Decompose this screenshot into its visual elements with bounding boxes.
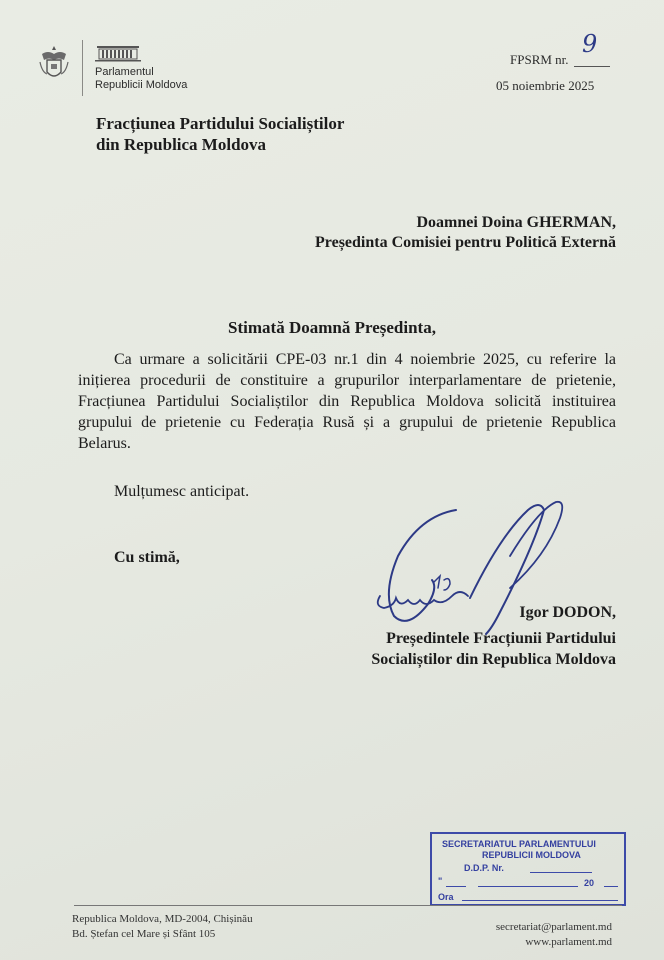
signatory-title (371, 628, 616, 670)
stamp-month-field (478, 886, 578, 887)
recipient-line2: Președinta Comisiei pentru Politică Externă (315, 234, 616, 251)
stamp-time-field (462, 900, 618, 901)
thanks-line: Mulțumesc anticipat. (114, 483, 250, 500)
sender-line1: Fracțiunea Partidului Socialiștilor (96, 114, 345, 133)
registration-line (574, 66, 610, 67)
stamp-year-field (604, 886, 618, 887)
footer-contact (496, 920, 612, 950)
recipient-block (315, 213, 616, 253)
stamp-line1: SECRETARIATUL PARLAMENTULUI (442, 839, 596, 849)
footer-email: secretariat@parlament.md (495, 921, 612, 933)
sender-line2: din Republica Moldova (96, 135, 267, 154)
institution-line2: Republicii Moldova (95, 79, 188, 91)
salutation: Stimată Doamnă Președinta, (228, 318, 436, 337)
parliament-building-icon (95, 42, 141, 62)
institution-name (95, 66, 187, 92)
registration-number-handwritten: 9 (582, 30, 598, 58)
stamp-year-prefix: 20 (584, 878, 595, 888)
stamp-line5: Ora (438, 892, 454, 902)
coat-of-arms-icon (38, 44, 70, 84)
sender-block (96, 113, 344, 155)
closing-line: Cu stimă, (114, 549, 180, 566)
registration-stamp (430, 832, 626, 906)
stamp-date-open-quote: " (438, 876, 443, 886)
footer-address (72, 912, 253, 942)
stamp-line3: D.D.P. Nr. (464, 863, 504, 873)
address-line1: Republica Moldova, MD-2004, Chișinău (72, 913, 253, 925)
signatory-title-line2: Socialiștilor din Republica Moldova (371, 651, 616, 668)
stamp-day-field (446, 886, 466, 887)
address-line2: Bd. Ștefan cel Mare și Sfânt 105 (72, 928, 216, 940)
registration-prefix: FPSRM nr. (510, 52, 569, 67)
footer-rule (74, 905, 622, 906)
signatory-title-line1: Președintele Fracțiunii Partidului (386, 630, 616, 647)
recipient-line1: Doamnei Doina GHERMAN, (416, 214, 616, 231)
header-divider (82, 40, 83, 96)
letter-body: Ca urmare a solicitării CPE-03 nr.1 din 4 noiembrie 2025, cu referire la inițierea procedurii de constituire a grupurilor interparlamentare de prietenie, Fracțiunea Partidului Socialiștilor din Republica Moldova solicită instituirea grupului de prietenie cu Federația Rusă și a grupului de prietenie Republica Belarus. (78, 351, 616, 452)
stamp-line2: REPUBLICII MOLDOVA (482, 850, 581, 860)
institution-line1: Parlamentul (95, 66, 154, 78)
footer-website: www.parlament.md (525, 936, 612, 948)
stamp-number-field (530, 872, 592, 873)
letter-date: 05 noiembrie 2025 (496, 78, 595, 93)
signatory-name: Igor DODON, (519, 604, 616, 621)
